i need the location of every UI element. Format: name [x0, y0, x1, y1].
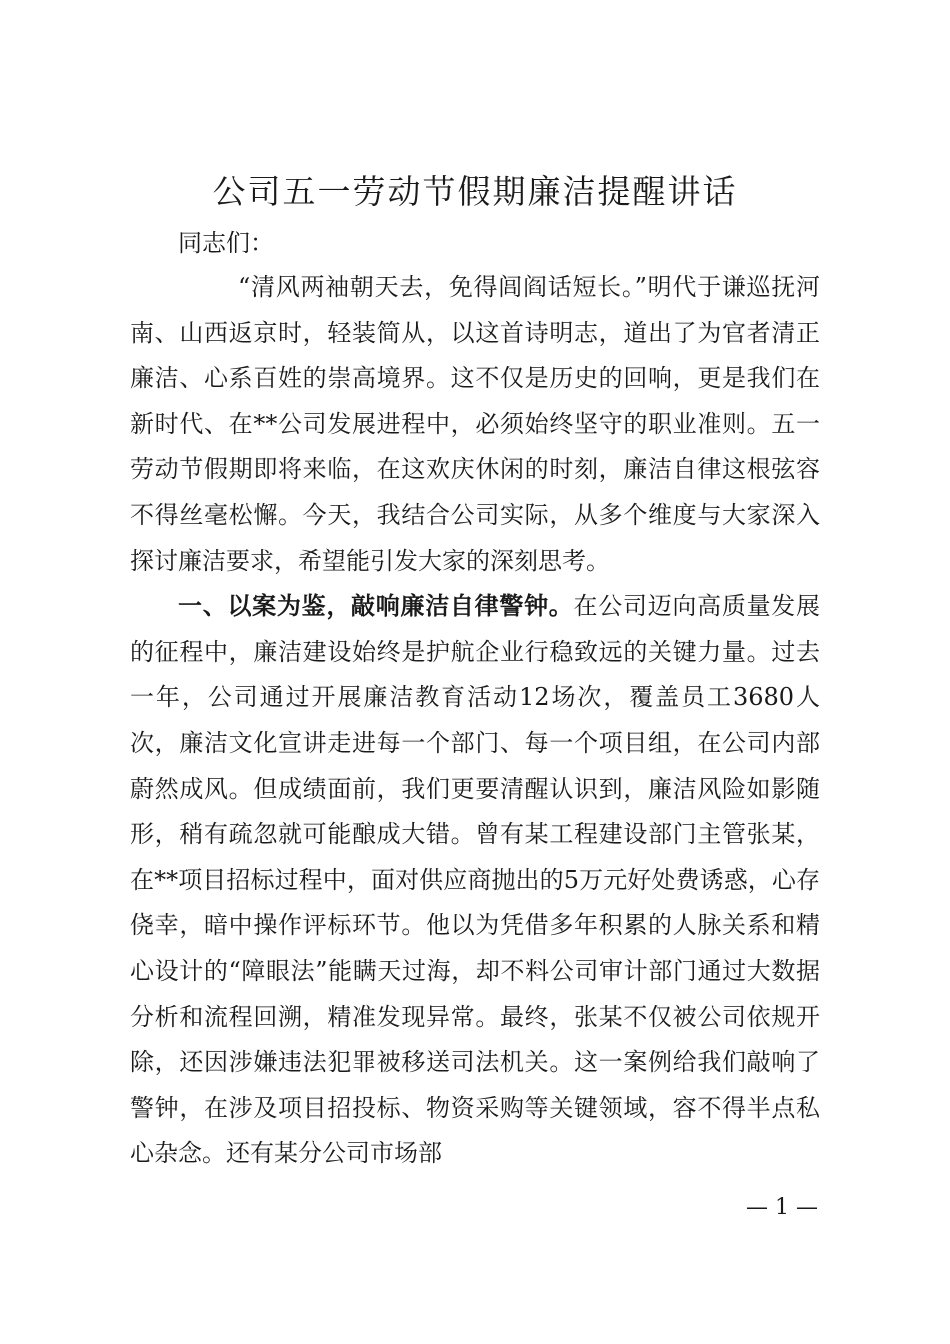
document-body	[130, 265, 820, 1177]
salutation: 同志们：	[178, 229, 274, 257]
page-number: — 1 —	[746, 1195, 818, 1220]
section-1-heading: 一、以案为鉴，敲响廉洁自律警钟。	[178, 592, 574, 621]
section-1-text: 在公司迈向高质量发展的征程中，廉洁建设始终是护航企业行稳致远的关键力量。过去一年，公司通过开展廉洁教育活动12场次，覆盖员工3680人次，廉洁文化宣讲走进每一个部门、每一个项目组，在公司内部蔚然成风。但成绩面前，我们更要清醒认识到，廉洁风险如影随形，稍有疏忽就可能酿成大错。曾有某工程建设部门主管张某，在**项目招标过程中，面对供应商抛出的5万元好处费诱惑，心存侥幸，暗中操作评标环节。他以为凭借多年积累的人脉关系和精心设计的“障眼法”能瞒天过海，却不料公司审计部门通过大数据分析和流程回溯，精准发现异常。最终，张某不仅被公司依规开除，还因涉嫌违法犯罪被移送司法机关。这一案例给我们敲响了警钟，在涉及项目招投标、物资采购等关键领域，容不得半点私心杂念。还有某分公司市场部	[130, 592, 821, 1168]
intro-paragraph: “清风两袖朝天去，免得闾阎话短长。”明代于谦巡抚河南、山西返京时，轻装简从，以这首诗明志，道出了为官者清正廉洁、心系百姓的崇高境界。这不仅是历史的回响，更是我们在新时代、在**公司发展进程中，必须始终坚守的职业准则。五一劳动节假期即将来临，在这欢庆休闲的时刻，廉洁自律这根弦容不得丝毫松懈。今天，我结合公司实际，从多个维度与大家深入探讨廉洁要求，希望能引发大家的深刻思考。	[130, 273, 820, 575]
document-title: 公司五一劳动节假期廉洁提醒讲话	[212, 172, 738, 211]
section-1-paragraph	[130, 584, 820, 1177]
